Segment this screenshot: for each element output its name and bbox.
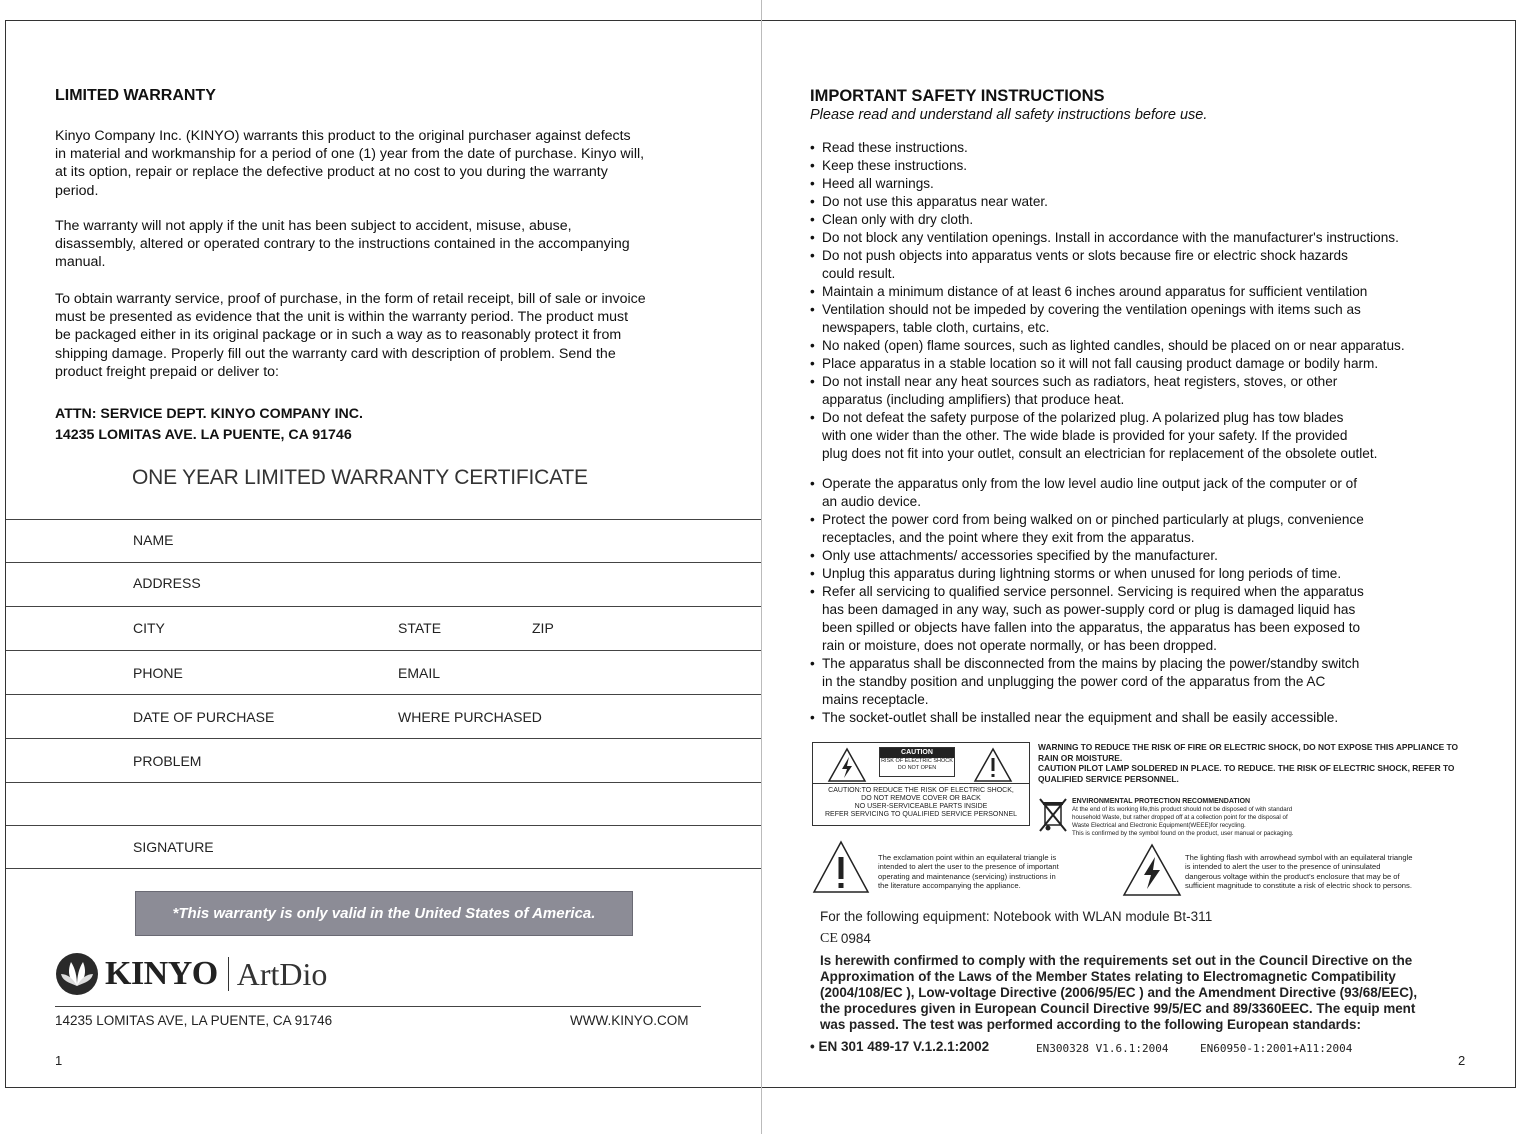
text-line: in material and workmanship for a period of one (1) year from the date of purchase. Kinyo will, — [55, 146, 645, 163]
list-item: • Do not block any ventilation openings. Install in accordance with the manufacturer's instructions. — [810, 229, 1490, 247]
footer-rule — [55, 1006, 701, 1007]
list-item: • Do not push objects into apparatus vents or slots because fire or electric shock hazards could result. — [810, 247, 1490, 283]
list-item: • Ventilation should not be impeded by covering the ventilation openings with items such as newspapers, table cloth, curtains, etc. — [810, 301, 1490, 337]
footer-address: 14235 LOMITAS AVE, LA PUENTE, CA 91746 — [55, 1013, 333, 1028]
form-rule — [6, 562, 761, 563]
logo-divider — [228, 957, 229, 991]
env-text: ENVIRONMENTAL PROTECTION RECOMMENDATION At the end of its working life,this product should not be disposed of with standard household Waste, but rather dropped off at a collection point for the disposal of Waste Electrical and Electronic Equipment(WEEE)for recycling. This is confirmed by the symbol found on the product, user manual or packaging. — [1072, 798, 1294, 837]
fold-line — [761, 0, 762, 1134]
text-line: shipping damage. Properly fill out the warranty card with description of problem. Send the — [55, 345, 616, 362]
caution-label-box — [812, 742, 1030, 826]
text-line: be packaged either in its original package or in such a way as to reasonably protect it from — [55, 327, 622, 344]
text-line: disassembly, altered or operated contrary to the instructions contained in the accompanying — [55, 236, 630, 253]
form-rule — [6, 868, 761, 869]
warranty-para-1 — [55, 127, 755, 200]
list-item: • Protect the power cord from being walked on or pinched particularly at plugs, convenience receptacles, and the point where they exit from the apparatus. — [810, 511, 1490, 547]
safety-list-2 — [810, 475, 1490, 727]
list-item: • Keep these instructions. — [810, 157, 1490, 175]
caution-text: CAUTION:TO REDUCE THE RISK OF ELECTRIC SHOCK, DO NOT REMOVE COVER OR BACK NO USER-SERVICEABLE PARTS INSIDE REFER SERVICING TO QUALIFIED SERVICE PERSONNEL — [824, 787, 1018, 818]
exclamation-text: The exclamation point within an equilateral triangle is intended to alert the user to the presence of important operating and maintenance (servicing) instructions in the literature accompanying the appliance. — [878, 853, 1059, 891]
exclamation-warning-icon — [973, 747, 1013, 783]
caution-inner-text: DO NOT OPEN — [897, 765, 937, 771]
form-rule — [6, 606, 761, 607]
caution-heading: CAUTION — [880, 748, 954, 758]
kinyo-leaf-icon — [55, 952, 99, 996]
attn-line-1: ATTN: SERVICE DEPT. KINYO COMPANY INC. — [55, 406, 363, 422]
zip-field[interactable]: ZIP — [532, 620, 554, 636]
attn-line-2: 14235 LOMITAS AVE. LA PUENTE, CA 91746 — [55, 427, 352, 443]
text-line: To obtain warranty service, proof of purchase, in the form of retail receipt, bill of sale or invoice — [55, 291, 646, 307]
list-item: • The apparatus shall be disconnected from the mains by placing the power/standby switch in the standby position and unplugging the power cord of the apparatus from the AC mains receptacle. — [810, 655, 1490, 709]
form-rule — [6, 519, 761, 520]
form-rule — [6, 782, 761, 783]
list-item: • Maintain a minimum distance of at least 6 inches around apparatus for sufficient ventilation — [810, 283, 1490, 301]
list-item: • Do not use this apparatus near water. — [810, 193, 1490, 211]
email-field[interactable]: EMAIL — [398, 665, 441, 681]
exclamation-triangle-icon — [812, 840, 870, 894]
list-item: • No naked (open) flame sources, such as lighted candles, should be placed on or near apparatus. — [810, 337, 1490, 355]
caution-divider — [813, 783, 1029, 784]
safety-title: IMPORTANT SAFETY INSTRUCTIONS — [810, 87, 1105, 105]
list-item: • Place apparatus in a stable location so it will not fall causing product damage or bodily harm. — [810, 355, 1490, 373]
text-line: manual. — [55, 254, 106, 271]
list-item: • Unplug this apparatus during lightning storms or when unused for long periods of time. — [810, 565, 1490, 583]
form-rule — [6, 650, 761, 651]
state-field[interactable]: STATE — [398, 620, 442, 636]
text-line: at its option, repair or replace the defective product at no cost to you during the warranty — [55, 164, 608, 181]
equipment-line: For the following equipment: Notebook with WLAN module Bt-311 — [820, 909, 1213, 924]
warranty-para-3 — [55, 290, 755, 381]
ce-mark — [820, 931, 871, 947]
list-item: • Only use attachments/ accessories specified by the manufacturer. — [810, 547, 1490, 565]
list-item: • Clean only with dry cloth. — [810, 211, 1490, 229]
ce-logo: CE — [820, 931, 838, 946]
standard-3: EN60950-1:2001+A11:2004 — [1200, 1042, 1353, 1055]
lightning-text: The lighting flash with arrowhead symbol with an equilateral triangle is intended to alert the user to the presence of uninsulated dangerous voltage within the product's enclosure that may be of sufficient magnitude to constitute a risk of electric shock to persons. — [1185, 853, 1413, 891]
ce-number: 0984 — [840, 931, 871, 946]
text-line: period. — [55, 182, 99, 199]
date-of-purchase-field[interactable]: DATE OF PURCHASE — [133, 709, 275, 725]
form-rule — [6, 694, 761, 695]
list-item: • The socket-outlet shall be installed near the equipment and shall be easily accessible. — [810, 709, 1490, 727]
warranty-title: LIMITED WARRANTY — [55, 87, 216, 104]
phone-field[interactable]: PHONE — [133, 665, 183, 681]
text-line: The warranty will not apply if the unit has been subject to accident, misuse, abuse, — [55, 218, 572, 234]
kinyo-wordmark: KINYO — [105, 955, 218, 992]
text-line: must be presented as evidence that the unit is within the warranty period. The product must — [55, 309, 629, 326]
caution-inner-text: RISK OF ELECTRIC SHOCK — [881, 758, 953, 764]
problem-field[interactable]: PROBLEM — [133, 753, 202, 769]
where-purchased-field[interactable]: WHERE PURCHASED — [398, 709, 542, 725]
city-field[interactable]: CITY — [133, 620, 165, 636]
footer-website[interactable]: WWW.KINYO.COM — [570, 1013, 689, 1028]
weee-bin-icon — [1038, 797, 1068, 833]
page-number-2: 2 — [1458, 1053, 1466, 1068]
certificate-title: ONE YEAR LIMITED WARRANTY CERTIFICATE — [132, 466, 588, 489]
list-item: • Operate the apparatus only from the low level audio line output jack of the computer or of an audio device. — [810, 475, 1490, 511]
standard-2: EN300328 V1.6.1:2004 — [1036, 1042, 1169, 1055]
page-number-1: 1 — [55, 1053, 63, 1068]
list-item: • Heed all warnings. — [810, 175, 1490, 193]
caution-inner-label — [879, 747, 955, 777]
standard-1: • EN 301 489-17 V.1.2.1:2002 — [810, 1039, 990, 1054]
artdio-wordmark: ArtDio — [236, 955, 328, 992]
name-field[interactable]: NAME — [133, 532, 174, 548]
safety-subtitle: Please read and understand all safety instructions before use. — [810, 107, 1208, 123]
list-item: • Read these instructions. — [810, 139, 1490, 157]
text-line: product freight prepaid or deliver to: — [55, 363, 279, 380]
warning-text: WARNING TO REDUCE THE RISK OF FIRE OR ELECTRIC SHOCK, DO NOT EXPOSE THIS APPLIANCE TO RAIN OR MOISTURE. CAUTION PILOT LAMP SOLDERED IN PLACE. TO REDUCE. THE RISK OF ELECTRIC SHOCK, REFER TO QUALIFIED SERVICE PERSONNEL. — [1038, 742, 1459, 784]
form-rule — [6, 825, 761, 826]
form-rule — [6, 738, 761, 739]
lightning-triangle-icon — [1122, 843, 1182, 897]
warranty-para-2 — [55, 217, 755, 272]
address-field[interactable]: ADDRESS — [133, 575, 201, 591]
text-line: Kinyo Company Inc. (KINYO) warrants this product to the original purchaser against defects — [55, 128, 631, 144]
list-item: • Do not defeat the safety purpose of the polarized plug. A polarized plug has tow blades with one wider than the other. The wide blade is provided for your safety. If the provided plug does not fit into your outlet, consult an electrician for replacement of the obsolete outlet. — [810, 409, 1490, 463]
declaration-text: Is herewith confirmed to comply with the requirements set out in the Council Directive on the Approximation of the Laws of the Member States relating to Electromagnetic Compatibility (2004/108/EC ), Low-voltage Directive (2006/95/EC ) and the Amendment Directive (93/68/EEC), the procedures given in European Council Directive 99/5/EC and 89/3360EEC. The equip ment was passed. The test was performed according to the following European standards: — [820, 953, 1418, 1032]
us-only-notice: *This warranty is only valid in the United States of America. — [135, 891, 633, 936]
lightning-warning-icon — [827, 747, 867, 783]
list-item: • Do not install near any heat sources such as radiators, heat registers, stoves, or other apparatus (including amplifiers) that produce heat. — [810, 373, 1490, 409]
list-item: • Refer all servicing to qualified service personnel. Servicing is required when the apparatus has been damaged in any way, such as power-supply cord or plug is damaged liquid has been spilled or objects have fallen into the apparatus, the apparatus has been exposed to rain or moisture, does not operate normally, or has been dropped. — [810, 583, 1490, 655]
brand-logo — [55, 952, 327, 996]
signature-field[interactable]: SIGNATURE — [133, 839, 214, 855]
safety-list-1 — [810, 139, 1490, 463]
